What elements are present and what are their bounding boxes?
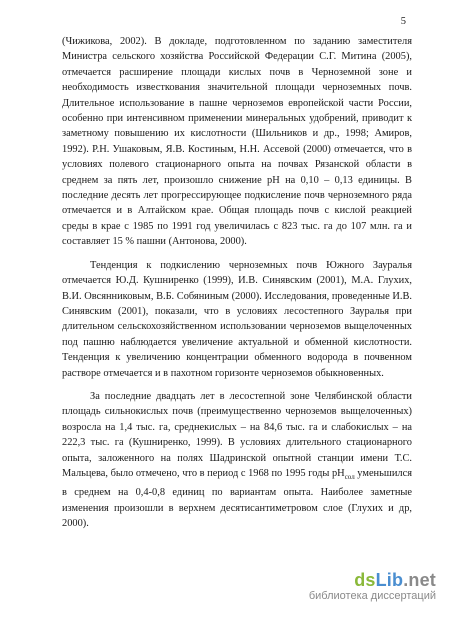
dslib-logo bbox=[309, 570, 436, 590]
logo-net: .net bbox=[403, 570, 436, 590]
paragraph-3 bbox=[62, 389, 412, 532]
logo-lib: Lib bbox=[375, 570, 404, 590]
logo-ds: ds bbox=[354, 570, 376, 590]
page-number: 5 bbox=[400, 16, 406, 27]
paragraph-1: (Чижикова, 2002). В докладе, подготовленном по заданию заместителя Министра сельского хозяйства Российской Федерации С.Г. Митина (2005), отмечается расширение площади кислых почв в Черноземной зоне и необходимость известкования значительной площади черноземных почв. Длительное использование в пашне черноземов европейской части России, особенно при интенсивном применении минеральных удобрений, приводит к заметному повышению их кислотности (Шильников и др., 1998; Амиров, 1992). Р.Н. Ушаковым, Я.В. Костиным, Н.Н. Ассевой (2000) отмечается, что в условиях полевого стационарного опыта на почвах Рязанской области в среднем за пять лет, произошло снижение pH на 0,10 – 0,13 единицы. В последние десять лет прогрессирующее подкисление почв черноземного ряда отмечается и в Алтайском крае. Общая площадь почв с кислой реакцией среды в крае с 1985 по 1991 год увеличилась с 823 тыс. га до 107 млн. га и составляет 15 % пашни (Антонова, 2000). bbox=[62, 36, 412, 248]
document-body bbox=[62, 34, 412, 532]
dslib-watermark bbox=[309, 570, 436, 603]
ph-subscript: сол bbox=[344, 473, 355, 482]
paragraph-3-text-end: уменьшился в среднем на 0,4-0,8 единиц по вариантам опыта. Наиболее заметные изменения произошли в верхнем десятисантиметровом слое (Глухих и др, 2000). bbox=[62, 467, 412, 530]
watermark-tagline: библиотека диссертаций bbox=[308, 590, 436, 602]
paragraph-2: Тенденция к подкислению черноземных почв Южного Зауралья отмечается Ю.Д. Кушниренко (1999), И.В. Синявским (2001), М.А. Глухих, В.И. Овсянниковым, В.Б. Собяниным (2000). Исследования, проведенные И.В. Синявским (2001), показали, что в условиях лесостепного Зауралья при длительном сельскохозяйственном использовании черноземов выщелоченных под пашню наблюдается увеличение актуальной и обменной кислотности. Тенденция к увеличению концентрации обменного водорода в почвенном растворе отмечается и в пахотном горизонте черноземов обыкновенных. bbox=[62, 259, 412, 379]
paragraph-3-text-start: За последние двадцать лет в лесостепной зоне Челябинской области площадь сильнокислых почв (преимущественно черноземов выщелоченных) возросла на 1,4 тыс. га, среднекислых – на 84,6 тыс. га и слабокислых – на 222,3 тыс. га (Кушниренко, 1999). В условиях длительного стационарного опыта, заложенного на полях Шадринской опытной станции имени Т.С. Мальцева, было отмечено, что в период с 1968 по 1995 годы pH bbox=[62, 390, 412, 479]
